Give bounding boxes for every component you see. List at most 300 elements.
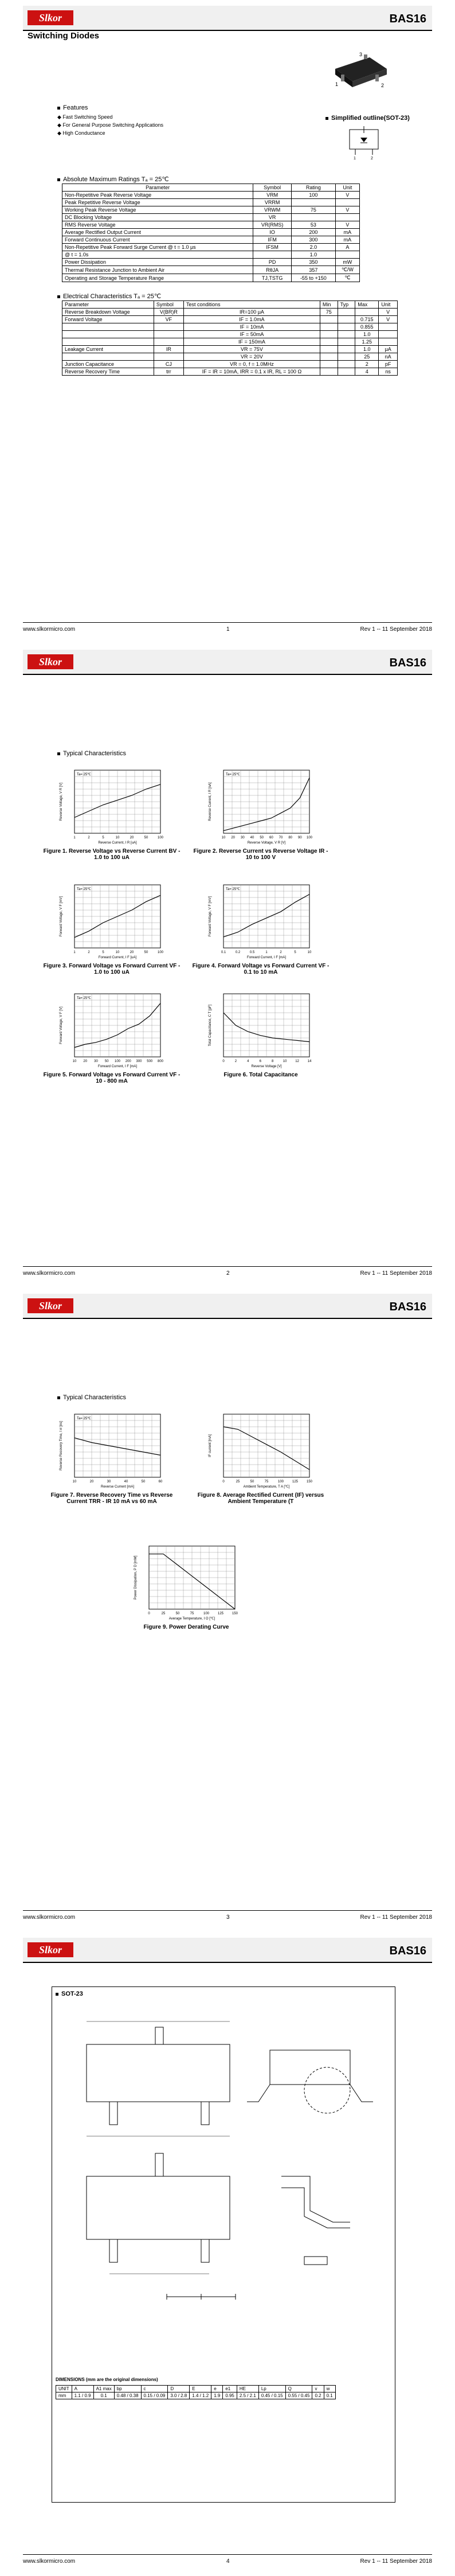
x-tick-label: 500 bbox=[147, 1060, 153, 1063]
table-row bbox=[62, 309, 398, 316]
table-cell bbox=[320, 338, 338, 346]
svg-text:2: 2 bbox=[371, 157, 373, 159]
table-cell: -55 to +150 bbox=[291, 274, 335, 282]
figure-caption: Figure 3. Forward Voltage vs Forward Current VF - 1.0 to 100 uA bbox=[43, 963, 181, 975]
x-axis-label: Reverse Current, I R [uA] bbox=[98, 841, 137, 845]
x-tick-label: 2 bbox=[88, 836, 90, 840]
table-cell bbox=[154, 323, 183, 331]
table-cell: A bbox=[335, 244, 359, 251]
table-cell: V bbox=[379, 316, 398, 323]
x-tick-label: 10 bbox=[115, 836, 120, 840]
table-cell: CJ bbox=[154, 361, 183, 368]
table-cell: mW bbox=[335, 259, 359, 266]
x-tick-label: 20 bbox=[130, 836, 134, 840]
x-tick-label: 25 bbox=[161, 1612, 166, 1615]
table-cell: 53 bbox=[291, 221, 335, 229]
page-number: 4 bbox=[226, 2558, 230, 2565]
x-tick-label: 800 bbox=[157, 1060, 164, 1063]
y-axis-label: Forward Voltage, V F [mV] bbox=[60, 896, 63, 937]
table-cell: RMS Reverse Voltage bbox=[62, 221, 253, 229]
feature-item: ◆ Fast Switching Speed bbox=[57, 114, 113, 120]
table-cell: VRRM bbox=[253, 199, 292, 206]
table-cell bbox=[320, 353, 338, 361]
table-cell: 100 bbox=[291, 192, 335, 199]
table-cell: 1.0 bbox=[355, 331, 379, 338]
part-number: BAS16 bbox=[389, 13, 426, 25]
table-cell bbox=[338, 316, 355, 323]
x-tick-label: 0.5 bbox=[249, 951, 255, 954]
table-cell: V bbox=[379, 309, 398, 316]
x-tick-label: 2 bbox=[234, 1060, 237, 1063]
svg-text:1: 1 bbox=[335, 81, 339, 87]
table-cell: Reverse Breakdown Voltage bbox=[62, 309, 154, 316]
x-tick-label: 0.1 bbox=[221, 951, 226, 954]
chart-7 bbox=[57, 1408, 166, 1489]
table-cell: A bbox=[72, 2386, 93, 2392]
table-cell: IR=100 μA bbox=[183, 309, 320, 316]
table-row bbox=[62, 346, 398, 353]
x-tick-label: 10 bbox=[72, 1480, 77, 1484]
abs-max-table bbox=[62, 184, 360, 282]
x-tick-label: 14 bbox=[307, 1060, 312, 1063]
x-tick-label: 10 bbox=[115, 951, 120, 954]
x-tick-label: 100 bbox=[114, 1060, 121, 1063]
y-axis-label: Reverse Current, I R [nA] bbox=[209, 782, 212, 821]
table-cell: 0.48 / 0.38 bbox=[114, 2392, 141, 2399]
table-row bbox=[62, 259, 360, 266]
table-cell: pF bbox=[379, 361, 398, 368]
table-cell bbox=[154, 338, 183, 346]
page-header bbox=[23, 6, 432, 30]
table-cell: 1.1 / 0.9 bbox=[72, 2392, 93, 2399]
table-cell: 0.715 bbox=[355, 316, 379, 323]
table-row bbox=[62, 206, 360, 214]
table-cell bbox=[62, 331, 154, 338]
page-footer bbox=[23, 1910, 432, 1921]
svg-text:2: 2 bbox=[381, 83, 385, 88]
table-row bbox=[62, 251, 360, 259]
x-tick-label: 75 bbox=[190, 1612, 194, 1615]
table-cell: mA bbox=[335, 236, 359, 244]
table-cell: 0.1 bbox=[93, 2392, 114, 2399]
table-cell bbox=[338, 368, 355, 376]
table-cell: A1 max bbox=[93, 2386, 114, 2392]
legend-label: Ta= 25℃ bbox=[226, 888, 240, 891]
table-cell bbox=[338, 361, 355, 368]
x-tick-label: 30 bbox=[107, 1480, 111, 1484]
table-cell: Reverse Recovery Time bbox=[62, 368, 154, 376]
table-cell bbox=[335, 214, 359, 221]
x-tick-label: 2 bbox=[88, 951, 90, 954]
table-row bbox=[62, 274, 360, 282]
chart-4 bbox=[206, 879, 315, 959]
x-tick-label: 300 bbox=[136, 1060, 142, 1063]
x-tick-label: 50 bbox=[104, 1060, 109, 1063]
table-cell: 4 bbox=[355, 368, 379, 376]
svg-text:1: 1 bbox=[354, 157, 356, 159]
figure-caption: Figure 4. Forward Voltage vs Forward Current VF - 0.1 to 10 mA bbox=[192, 963, 330, 975]
table-cell bbox=[320, 346, 338, 353]
x-tick-label: 125 bbox=[292, 1480, 299, 1484]
y-axis-label: Total Capacitance, C T [pF] bbox=[209, 1004, 212, 1047]
table-cell: Q bbox=[285, 2386, 312, 2392]
elec-table bbox=[62, 300, 398, 376]
figure-caption: Figure 5. Forward Voltage vs Forward Current VF - 10 - 800 mA bbox=[43, 1072, 181, 1084]
x-tick-label: 5 bbox=[294, 951, 296, 954]
table-cell: 1.0 bbox=[355, 346, 379, 353]
dim-title: DIMENSIONS (mm are the original dimensions) bbox=[56, 2377, 158, 2382]
x-axis-label: Reverse Current [mA] bbox=[100, 1485, 135, 1489]
chart-9 bbox=[132, 1540, 241, 1621]
x-tick-label: 1 bbox=[73, 951, 76, 954]
page-footer bbox=[23, 622, 432, 633]
table-cell: 0.855 bbox=[355, 323, 379, 331]
table-cell: Average Rectified Output Current bbox=[62, 229, 253, 236]
table-cell bbox=[338, 338, 355, 346]
page-footer bbox=[23, 2554, 432, 2565]
table-cell: RθJA bbox=[253, 266, 292, 274]
x-tick-label: 125 bbox=[217, 1612, 224, 1615]
x-tick-label: 20 bbox=[231, 836, 236, 840]
y-axis-label: IF current [mA] bbox=[209, 1434, 212, 1457]
x-tick-label: 20 bbox=[130, 951, 134, 954]
brand-logo: Slkor bbox=[28, 1942, 73, 1957]
table-row bbox=[62, 221, 360, 229]
table-row bbox=[56, 2392, 336, 2399]
table-cell: IF = 10mA bbox=[183, 323, 320, 331]
x-tick-label: 200 bbox=[125, 1060, 131, 1063]
table-cell: Non-Repetitive Peak Forward Surge Current @ t = 1.0 μs bbox=[62, 244, 253, 251]
table-cell bbox=[154, 353, 183, 361]
table-cell: IF = IR = 10mA, IRR = 0.1 x IR, RL = 100 Ω bbox=[183, 368, 320, 376]
table-row bbox=[62, 316, 398, 323]
table-cell: 2.0 bbox=[291, 244, 335, 251]
x-tick-label: 150 bbox=[306, 1480, 313, 1484]
feature-item: ◆ For General Purpose Switching Applications bbox=[57, 122, 164, 128]
legend-label: Ta= 25℃ bbox=[77, 888, 91, 891]
table-cell: 1.0 bbox=[291, 251, 335, 259]
x-tick-label: 30 bbox=[240, 836, 245, 840]
pinout-diagram bbox=[344, 125, 390, 159]
x-tick-label: 10 bbox=[221, 836, 226, 840]
table-cell: TJ,TSTG bbox=[253, 274, 292, 282]
figure-caption: Figure 6. Total Capacitance bbox=[223, 1072, 298, 1078]
table-cell: IR bbox=[154, 346, 183, 353]
revision: Rev 1 -- 11 September 2018 bbox=[360, 1914, 432, 1921]
figure-caption: Figure 7. Reverse Recovery Time vs Reverse Current TRR - IR 10 mA vs 60 mA bbox=[50, 1492, 173, 1505]
x-axis-label: Forward Current, I F [mA] bbox=[246, 956, 287, 959]
page-number: 3 bbox=[226, 1914, 230, 1921]
revision: Rev 1 -- 11 September 2018 bbox=[360, 1270, 432, 1277]
chart-2 bbox=[206, 764, 315, 845]
table-cell: 0.55 / 0.45 bbox=[285, 2392, 312, 2399]
table-cell: Forward Voltage bbox=[62, 316, 154, 323]
table-cell: 0.45 / 0.15 bbox=[258, 2392, 285, 2399]
table-cell: DC Blocking Voltage bbox=[62, 214, 253, 221]
x-tick-label: 50 bbox=[175, 1612, 180, 1615]
x-tick-label: 10 bbox=[72, 1060, 77, 1063]
table-row bbox=[62, 199, 360, 206]
table-row bbox=[62, 229, 360, 236]
chart-8 bbox=[206, 1408, 315, 1489]
y-axis-label: Forward Voltage, V F [V] bbox=[60, 1006, 63, 1044]
x-tick-label: 4 bbox=[247, 1060, 249, 1063]
website-link[interactable]: www.slkormicro.com bbox=[23, 1270, 76, 1277]
table-cell: IFSM bbox=[253, 244, 292, 251]
page-number: 2 bbox=[226, 1270, 230, 1277]
table-cell: 2.5 / 2.1 bbox=[237, 2392, 258, 2399]
x-tick-label: 100 bbox=[306, 836, 313, 840]
table-cell bbox=[62, 323, 154, 331]
table-cell: μA bbox=[379, 346, 398, 353]
table-cell bbox=[291, 199, 335, 206]
website-link[interactable]: www.slkormicro.com bbox=[23, 626, 76, 633]
figure-caption: Figure 9. Power Derating Curve bbox=[143, 1624, 229, 1630]
x-tick-label: 100 bbox=[203, 1612, 210, 1615]
table-cell bbox=[62, 338, 154, 346]
table-cell: ℃ bbox=[335, 274, 359, 282]
page-2 bbox=[0, 644, 455, 1288]
table-cell: IF = 50mA bbox=[183, 331, 320, 338]
table-cell: Non-Repetitive Peak Reverse Voltage bbox=[62, 192, 253, 199]
table-cell bbox=[62, 353, 154, 361]
table-cell: IF = 150mA bbox=[183, 338, 320, 346]
x-tick-label: 25 bbox=[236, 1480, 240, 1484]
table-cell: IF = 1.0mA bbox=[183, 316, 320, 323]
x-tick-label: 12 bbox=[295, 1060, 299, 1063]
page-header bbox=[23, 650, 432, 674]
y-axis-label: Reverse Voltage, V R [V] bbox=[60, 782, 63, 821]
table-cell bbox=[379, 338, 398, 346]
x-axis-label: Average Temperature, I O [℃] bbox=[168, 1617, 215, 1621]
table-cell: IFM bbox=[253, 236, 292, 244]
table-cell: 75 bbox=[320, 309, 338, 316]
x-tick-label: 100 bbox=[157, 836, 164, 840]
table-row bbox=[62, 244, 360, 251]
x-axis-label: Ambient Temperature, T A [℃] bbox=[243, 1485, 290, 1489]
chart-3 bbox=[57, 879, 166, 959]
brand-logo: Slkor bbox=[28, 10, 73, 25]
x-tick-label: 6 bbox=[259, 1060, 261, 1063]
x-tick-label: 150 bbox=[232, 1612, 238, 1615]
x-axis-label: Reverse Voltage, V R [V] bbox=[247, 841, 286, 845]
table-cell bbox=[335, 199, 359, 206]
section-title: Typical Characteristics bbox=[57, 750, 126, 757]
table-cell: mm bbox=[56, 2392, 72, 2399]
table-cell bbox=[154, 331, 183, 338]
table-cell: Forward Continuous Current bbox=[62, 236, 253, 244]
table-cell: 1.4 / 1.2 bbox=[190, 2392, 211, 2399]
table-cell: D bbox=[168, 2386, 190, 2392]
figure-caption: Figure 1. Reverse Voltage vs Reverse Current BV - 1.0 to 100 uA bbox=[43, 848, 181, 861]
table-cell: w bbox=[324, 2386, 335, 2392]
table-cell: nA bbox=[379, 353, 398, 361]
x-tick-label: 60 bbox=[269, 836, 273, 840]
x-tick-label: 70 bbox=[279, 836, 283, 840]
x-tick-label: 50 bbox=[250, 1480, 254, 1484]
table-cell: VR bbox=[253, 214, 292, 221]
legend-label: Ta= 25℃ bbox=[77, 997, 91, 1000]
chart-5 bbox=[57, 988, 166, 1068]
x-tick-label: 30 bbox=[94, 1060, 98, 1063]
x-tick-label: 50 bbox=[141, 1480, 146, 1484]
table-cell bbox=[291, 214, 335, 221]
outline-title: Simplified outline(SOT-23) bbox=[325, 115, 410, 122]
x-tick-label: 10 bbox=[307, 951, 312, 954]
table-cell: Working Peak Reverse Voltage bbox=[62, 206, 253, 214]
table-row bbox=[62, 353, 398, 361]
features-list bbox=[57, 113, 163, 137]
table-cell: Junction Capacitance bbox=[62, 361, 154, 368]
chart-1 bbox=[57, 764, 166, 845]
x-tick-label: 1 bbox=[73, 836, 76, 840]
website-link[interactable]: www.slkormicro.com bbox=[23, 2558, 76, 2565]
package-drawing bbox=[64, 2004, 385, 2325]
table-cell: V bbox=[335, 206, 359, 214]
table-cell bbox=[320, 368, 338, 376]
table-cell bbox=[379, 331, 398, 338]
part-number: BAS16 bbox=[389, 657, 426, 669]
x-tick-label: 5 bbox=[102, 951, 104, 954]
doc-subtitle: Switching Diodes bbox=[28, 31, 100, 41]
table-cell bbox=[338, 331, 355, 338]
table-cell: 0.1 bbox=[324, 2392, 335, 2399]
page-1 bbox=[0, 0, 455, 644]
table-cell: V bbox=[335, 221, 359, 229]
table-cell bbox=[320, 323, 338, 331]
table-cell: 357 bbox=[291, 266, 335, 274]
part-number: BAS16 bbox=[389, 1945, 426, 1957]
revision: Rev 1 -- 11 September 2018 bbox=[360, 626, 432, 633]
x-tick-label: 20 bbox=[83, 1060, 88, 1063]
table-row bbox=[62, 214, 360, 221]
table-cell: V bbox=[335, 192, 359, 199]
table-cell: Thermal Resistance Junction to Ambient Air bbox=[62, 266, 253, 274]
elec-title: Electrical Characteristics Tₐ = 25℃ bbox=[57, 292, 161, 300]
table-cell: v bbox=[312, 2386, 324, 2392]
table-header bbox=[56, 2386, 336, 2392]
table-cell: V(BR)R bbox=[154, 309, 183, 316]
table-cell: Lp bbox=[258, 2386, 285, 2392]
table-cell: VF bbox=[154, 316, 183, 323]
table-cell: bp bbox=[114, 2386, 141, 2392]
package-outline-frame bbox=[52, 1986, 395, 2503]
x-tick-label: 75 bbox=[264, 1480, 269, 1484]
table-cell bbox=[338, 346, 355, 353]
table-cell: VRWM bbox=[253, 206, 292, 214]
table-cell: c bbox=[141, 2386, 168, 2392]
table-cell: UNIT bbox=[56, 2386, 72, 2392]
table-row bbox=[62, 368, 398, 376]
table-cell: 0.15 / 0.09 bbox=[141, 2392, 168, 2399]
x-tick-label: 5 bbox=[102, 836, 104, 840]
x-tick-label: 100 bbox=[157, 951, 164, 954]
table-cell: mA bbox=[335, 229, 359, 236]
table-cell: E bbox=[190, 2386, 211, 2392]
table-cell bbox=[338, 309, 355, 316]
table-cell bbox=[320, 316, 338, 323]
table-cell bbox=[320, 331, 338, 338]
table-cell: 1.25 bbox=[355, 338, 379, 346]
legend-label: Ta= 25℃ bbox=[77, 773, 91, 776]
section-title: Typical Characteristics bbox=[57, 1394, 126, 1401]
table-cell: PD bbox=[253, 259, 292, 266]
table-cell: @ t = 1.0s bbox=[62, 251, 253, 259]
table-cell: VRM bbox=[253, 192, 292, 199]
table-cell: trr bbox=[154, 368, 183, 376]
table-cell: Operating and Storage Temperature Range bbox=[62, 274, 253, 282]
package-title: SOT-23 bbox=[56, 1990, 83, 1997]
brand-logo: Slkor bbox=[28, 654, 73, 669]
table-cell: 200 bbox=[291, 229, 335, 236]
page-number: 1 bbox=[226, 626, 230, 633]
table-cell: Leakage Current bbox=[62, 346, 154, 353]
page-header bbox=[23, 1938, 432, 1962]
abs-max-title: Absolute Maximum Ratings Tₐ = 25℃ bbox=[57, 175, 169, 183]
x-tick-label: 2 bbox=[280, 951, 282, 954]
table-cell: VR = 75V bbox=[183, 346, 320, 353]
x-tick-label: 60 bbox=[158, 1480, 163, 1484]
table-cell: IO bbox=[253, 229, 292, 236]
features-title: Features bbox=[57, 104, 88, 111]
page-footer bbox=[23, 1266, 432, 1277]
table-cell bbox=[338, 323, 355, 331]
table-row bbox=[62, 338, 398, 346]
dimensions-table bbox=[56, 2385, 336, 2399]
x-tick-label: 40 bbox=[250, 836, 254, 840]
table-cell bbox=[253, 251, 292, 259]
x-tick-label: 50 bbox=[144, 836, 148, 840]
table-row bbox=[62, 266, 360, 274]
x-tick-label: 50 bbox=[144, 951, 148, 954]
table-cell: 0.2 bbox=[312, 2392, 324, 2399]
page-4 bbox=[0, 1932, 455, 2576]
table-row bbox=[62, 236, 360, 244]
table-cell: 350 bbox=[291, 259, 335, 266]
y-axis-label: Forward Voltage, V F [mV] bbox=[209, 896, 212, 937]
table-cell: 300 bbox=[291, 236, 335, 244]
revision: Rev 1 -- 11 September 2018 bbox=[360, 2558, 432, 2565]
legend-label: Ta= 25℃ bbox=[77, 1417, 91, 1420]
table-cell: e1 bbox=[223, 2386, 237, 2392]
table-cell: HE bbox=[237, 2386, 258, 2392]
table-cell: VR(RMS) bbox=[253, 221, 292, 229]
x-tick-label: 100 bbox=[277, 1480, 284, 1484]
x-tick-label: 8 bbox=[272, 1060, 274, 1063]
page-header bbox=[23, 1294, 432, 1318]
figure-caption: Figure 8. Average Rectified Current (IF) versus Ambient Temperature (T bbox=[197, 1492, 324, 1505]
table-cell bbox=[379, 323, 398, 331]
part-number: BAS16 bbox=[389, 1301, 426, 1313]
y-axis-label: Power Dissipation, P D [mW] bbox=[134, 1555, 138, 1600]
website-link[interactable]: www.slkormicro.com bbox=[23, 1914, 76, 1921]
table-cell: 1.9 bbox=[211, 2392, 223, 2399]
y-axis-label: Reverse Recovery Time, t rr [ns] bbox=[60, 1420, 63, 1471]
x-axis-label: Forward Current, I F [uA] bbox=[98, 956, 137, 959]
table-header: Parameter Symbol Rating Unit bbox=[62, 184, 360, 192]
svg-text:3: 3 bbox=[359, 52, 363, 57]
feature-item: ◆ High Conductance bbox=[57, 130, 105, 136]
table-cell: ℃/W bbox=[335, 266, 359, 274]
table-cell: e bbox=[211, 2386, 223, 2392]
table-cell: 0.95 bbox=[223, 2392, 237, 2399]
figure-caption: Figure 2. Reverse Current vs Reverse Voltage IR - 10 to 100 V bbox=[193, 848, 328, 861]
brand-logo: Slkor bbox=[28, 1298, 73, 1313]
x-axis-label: Reverse Voltage [V] bbox=[251, 1065, 282, 1068]
x-tick-label: 1 bbox=[265, 951, 268, 954]
table-cell: VR = 0, f = 1.0MHz bbox=[183, 361, 320, 368]
table-cell bbox=[335, 251, 359, 259]
